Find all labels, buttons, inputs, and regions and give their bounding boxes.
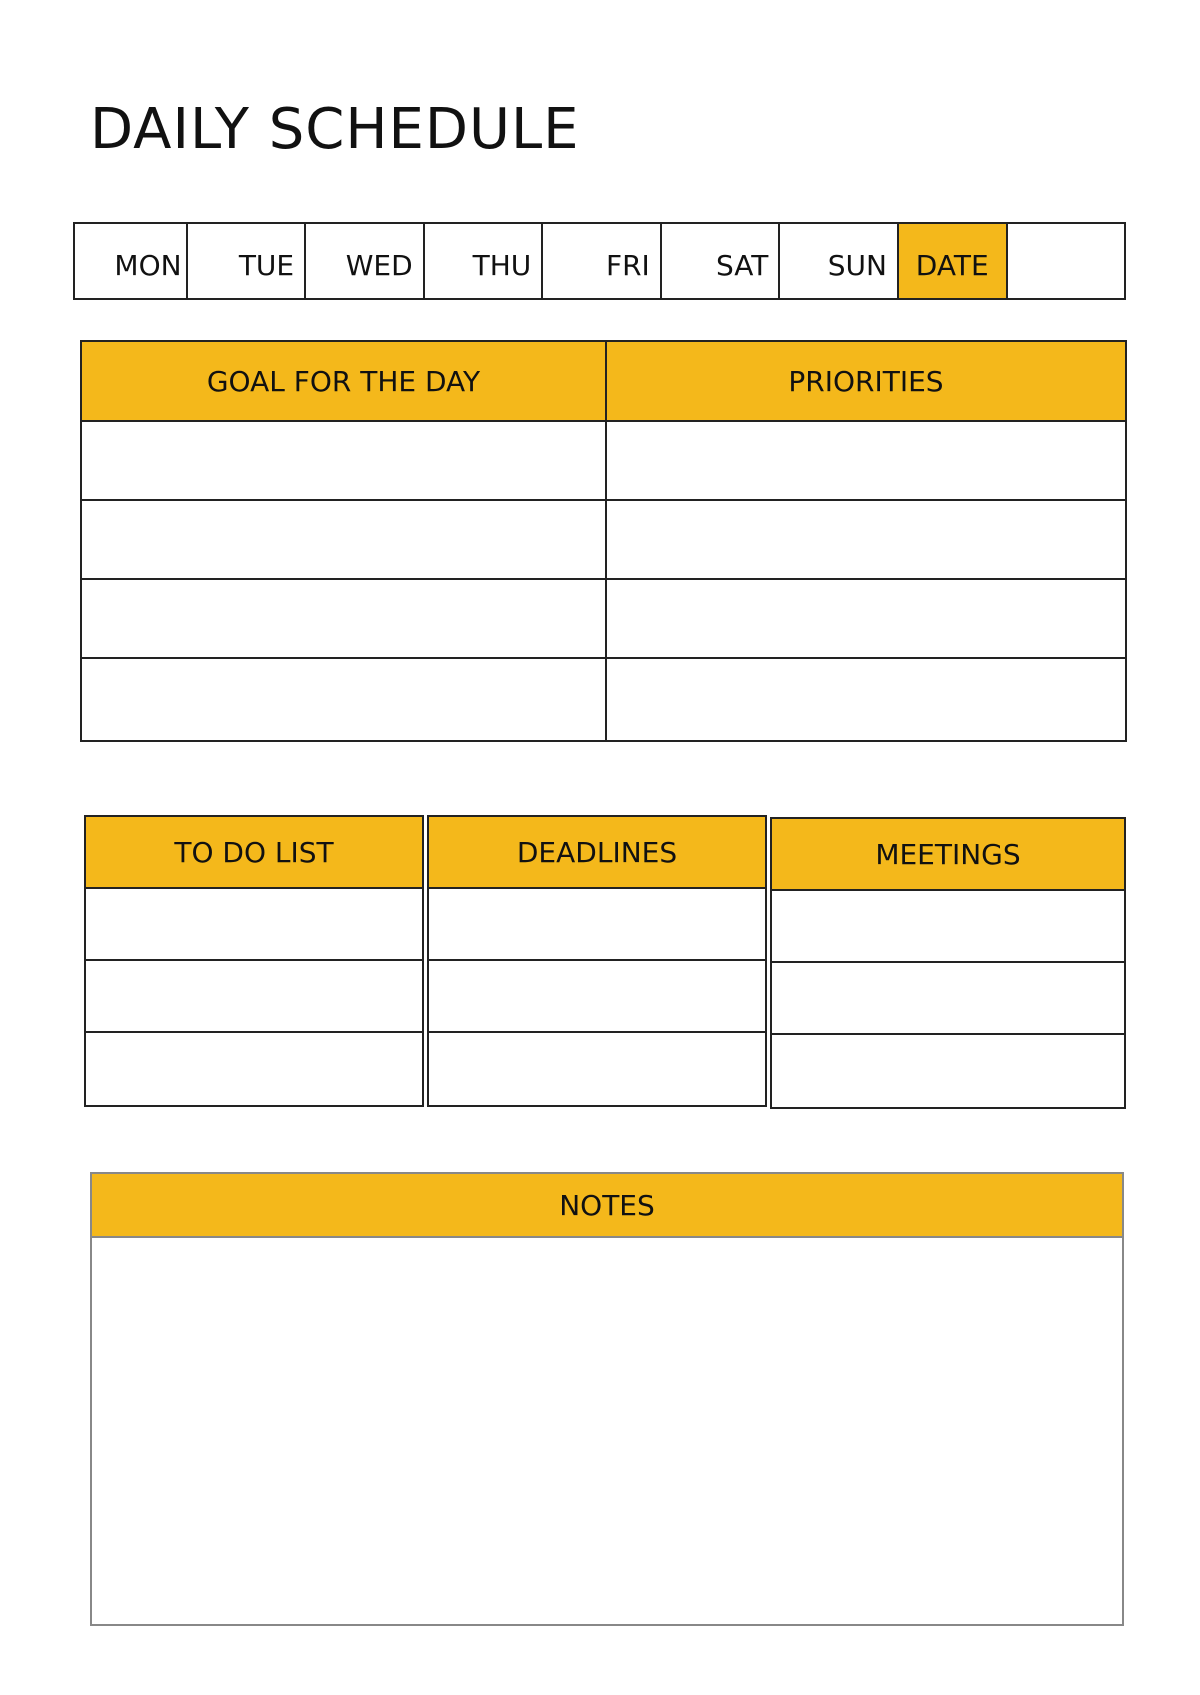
- meeting-row[interactable]: [772, 1035, 1124, 1107]
- date-field[interactable]: [1008, 224, 1125, 298]
- goal-row[interactable]: [82, 501, 605, 580]
- priority-row[interactable]: [607, 659, 1125, 738]
- day-wed[interactable]: WED: [306, 224, 425, 298]
- goal-row[interactable]: [82, 422, 605, 501]
- meetings-table: [770, 817, 1126, 1109]
- priorities-header: PRIORITIES: [607, 342, 1125, 422]
- deadlines-table: [427, 815, 767, 1107]
- day-selector: [73, 222, 1126, 300]
- page-title: DAILY SCHEDULE: [90, 97, 580, 162]
- goals-priorities-table: [80, 340, 1127, 742]
- day-sun[interactable]: SUN: [780, 224, 899, 298]
- meeting-row[interactable]: [772, 963, 1124, 1035]
- day-sat[interactable]: SAT: [662, 224, 781, 298]
- todo-list-table: [84, 815, 424, 1107]
- date-label: DATE: [899, 224, 1008, 298]
- notes-section: [90, 1172, 1124, 1626]
- todo-row[interactable]: [86, 961, 422, 1033]
- deadline-row[interactable]: [429, 889, 765, 961]
- priority-row[interactable]: [607, 580, 1125, 659]
- day-mon[interactable]: MON: [75, 224, 188, 298]
- goal-header: GOAL FOR THE DAY: [82, 342, 605, 422]
- deadline-row[interactable]: [429, 1033, 765, 1105]
- deadlines-header: DEADLINES: [429, 817, 765, 889]
- notes-area[interactable]: [92, 1238, 1122, 1624]
- priorities-column: [607, 342, 1125, 740]
- goal-row[interactable]: [82, 580, 605, 659]
- todo-row[interactable]: [86, 889, 422, 961]
- priority-row[interactable]: [607, 501, 1125, 580]
- todo-row[interactable]: [86, 1033, 422, 1105]
- deadline-row[interactable]: [429, 961, 765, 1033]
- day-thu[interactable]: THU: [425, 224, 544, 298]
- notes-header: NOTES: [92, 1174, 1122, 1238]
- goal-column: [82, 342, 607, 740]
- meetings-header: MEETINGS: [772, 819, 1124, 891]
- todo-header: TO DO LIST: [86, 817, 422, 889]
- priority-row[interactable]: [607, 422, 1125, 501]
- meeting-row[interactable]: [772, 891, 1124, 963]
- day-fri[interactable]: FRI: [543, 224, 662, 298]
- day-tue[interactable]: TUE: [188, 224, 307, 298]
- goal-row[interactable]: [82, 659, 605, 738]
